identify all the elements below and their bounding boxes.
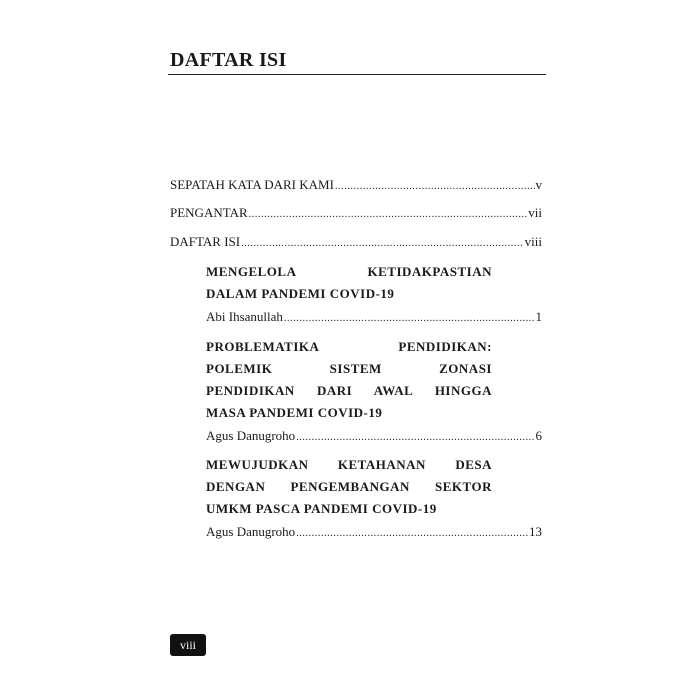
dot-leader: [241, 235, 524, 253]
toc-entry-page: v: [535, 177, 542, 192]
chapter-title-line: UMKM PASCA PANDEMI COVID-19: [206, 501, 437, 516]
chapter-title-line: PROBLEMATIKA PENDIDIKAN:: [206, 339, 492, 354]
dot-leader: [296, 429, 534, 447]
chapter-author: Agus Danugroho: [206, 524, 296, 539]
chapter-author: Abi Ihsanullah: [206, 309, 283, 324]
chapter-title-line: DENGAN PENGEMBANGAN SEKTOR: [206, 479, 492, 494]
chapter-page: 6: [535, 428, 542, 443]
chapter-title-line: PENDIDIKAN DARI AWAL HINGGA: [206, 383, 492, 398]
toc-entry-label: PENGANTAR: [170, 205, 248, 220]
title-divider: [168, 74, 546, 75]
toc-entry-daftar-isi[interactable]: [170, 233, 542, 253]
dot-leader: [335, 178, 535, 196]
dot-leader: [284, 310, 535, 328]
chapter-title-line: MEWUJUDKAN KETAHANAN DESA: [206, 457, 492, 472]
chapter-title: [206, 336, 492, 424]
chapter-title-line: DALAM PANDEMI COVID-19: [206, 286, 395, 301]
toc-entry-chapter-2[interactable]: [206, 427, 542, 447]
chapter-title-line: POLEMIK SISTEM ZONASI: [206, 361, 492, 376]
page-title: DAFTAR ISI: [170, 49, 287, 71]
dot-leader: [249, 206, 528, 224]
toc-entry-pengantar[interactable]: [170, 204, 542, 224]
chapter-page: 13: [529, 524, 542, 539]
toc-entry-chapter-1[interactable]: [206, 308, 542, 328]
chapter-page: 1: [535, 309, 542, 324]
toc-entry-chapter-3[interactable]: [206, 523, 542, 543]
toc-entry-label: DAFTAR ISI: [170, 234, 241, 249]
chapter-title-line: MASA PANDEMI COVID-19: [206, 405, 383, 420]
dot-leader: [296, 525, 528, 543]
toc-entry-label: SEPATAH KATA DARI KAMI: [170, 177, 334, 192]
chapter-title-line: MENGELOLA KETIDAKPASTIAN: [206, 264, 492, 279]
page-number-badge: viii: [170, 634, 206, 656]
toc-entry-sepatah-kata[interactable]: [170, 176, 542, 196]
chapter-title: [206, 261, 492, 305]
toc-entry-page: vii: [528, 205, 542, 220]
toc-entry-page: viii: [524, 234, 542, 249]
chapter-author: Agus Danugroho: [206, 428, 296, 443]
chapter-title: [206, 454, 492, 520]
